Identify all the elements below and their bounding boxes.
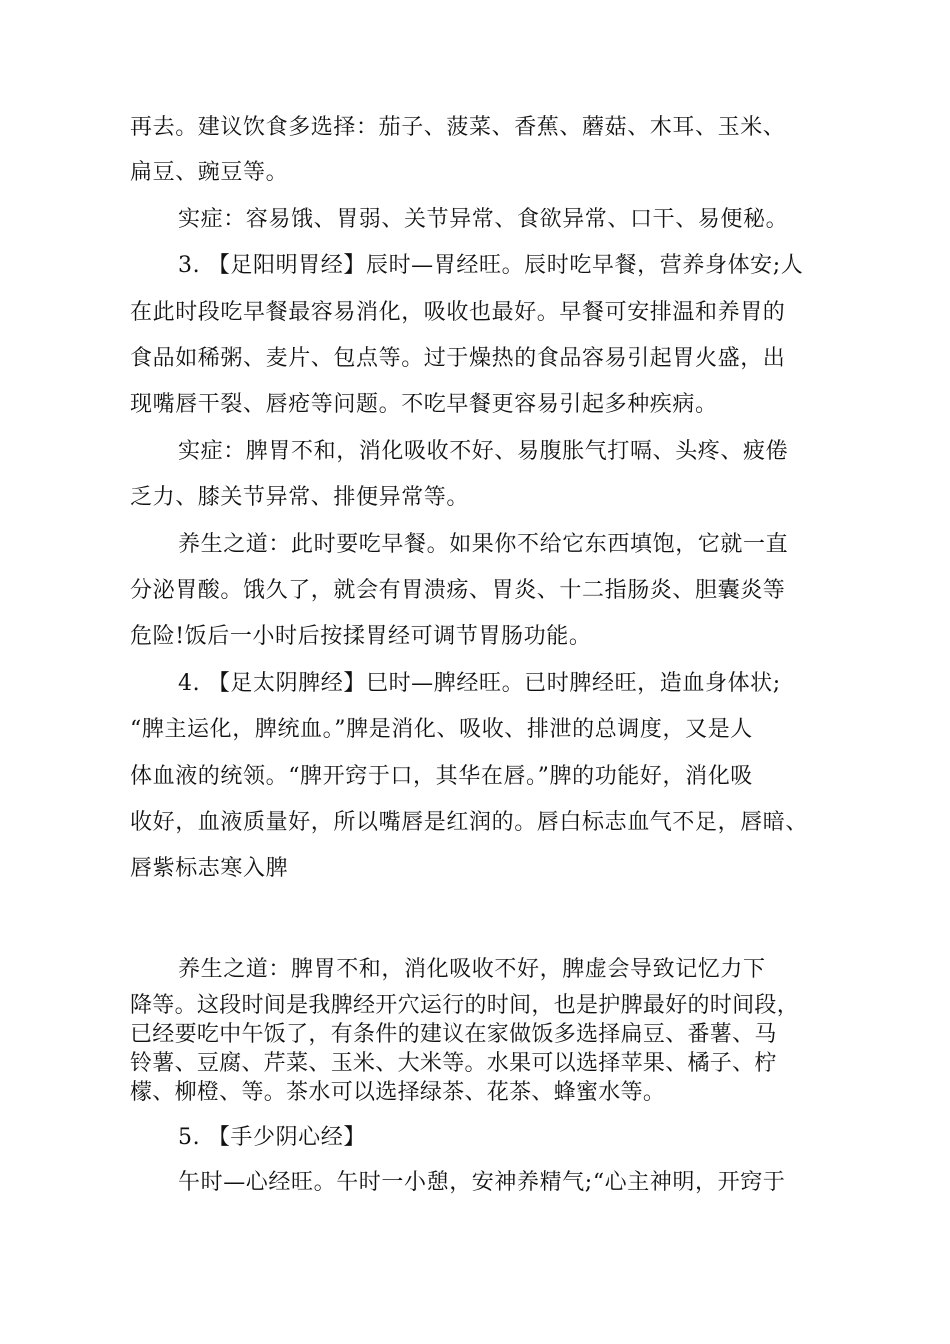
text-line: 养生之道：此时要吃早餐。如果你不给它东西填饱，它就一直: [178, 532, 789, 557]
text-line: 扁豆、豌豆等。: [130, 160, 289, 185]
section-heading-5: 5. 【手少阴心经】: [178, 1125, 366, 1150]
text-line: 檬、柳橙、等。茶水可以选择绿茶、花茶、蜂蜜水等。: [130, 1080, 666, 1105]
text-line: 唇紫标志寒入脾: [130, 856, 289, 881]
text-line: 降等。这段时间是我脾经开穴运行的时间，也是护脾最好的时间段，: [130, 993, 800, 1018]
text-line: 实症：脾胃不和，消化吸收不好、易腹胀气打嗝、头疼、疲倦: [178, 439, 789, 464]
text-line: 收好，血液质量好，所以嘴唇是红润的。唇白标志血气不足，唇暗、: [130, 810, 809, 835]
text-line: 再去。建议饮食多选择：茄子、菠菜、香蕉、蘑菇、木耳、玉米、: [130, 115, 786, 140]
text-line: 在此时段吃早餐最容易消化，吸收也最好。早餐可安排温和养胃的: [130, 300, 786, 325]
text-line: 食品如稀粥、麦片、包点等。过于燥热的食品容易引起胃火盛，出: [130, 346, 786, 371]
section-heading-3: 3. 【足阳明胃经】辰时—胃经旺。辰时吃早餐，营养身体安;人: [178, 253, 804, 278]
text-line: 实症：容易饿、胃弱、关节异常、食欲异常、口干、易便秘。: [178, 207, 789, 232]
section-heading-4: 4. 【足太阴脾经】巳时—脾经旺。已时脾经旺，造血身体状;: [178, 671, 781, 696]
text-line: 午时—心经旺。午时一小憩，安神养精气;“心主神明，开窍于: [178, 1170, 786, 1195]
text-line: 体血液的统领。“脾开窍于口，其华在唇。”脾的功能好，消化吸: [130, 764, 753, 789]
text-line: 现嘴唇干裂、唇疮等问题。不吃早餐更容易引起多种疾病。: [130, 392, 718, 417]
text-line: 分泌胃酸。饿久了，就会有胃溃疡、胃炎、十二指肠炎、胆囊炎等: [130, 578, 786, 603]
text-line: “脾主运化，脾统血。”脾是消化、吸收、排泄的总调度，又是人: [130, 717, 753, 742]
text-line: 危险!饭后一小时后按揉胃经可调节胃肠功能。: [130, 624, 592, 649]
text-line: 乏力、膝关节异常、排便异常等。: [130, 485, 470, 510]
text-line: 铃薯、豆腐、芹菜、玉米、大米等。水果可以选择苹果、橘子、柠: [130, 1051, 777, 1076]
text-line: 养生之道：脾胃不和，消化吸收不好，脾虚会导致记忆力下: [178, 957, 766, 982]
text-line: 已经要吃中午饭了，有条件的建议在家做饭多选择扁豆、番薯、马: [130, 1022, 777, 1047]
